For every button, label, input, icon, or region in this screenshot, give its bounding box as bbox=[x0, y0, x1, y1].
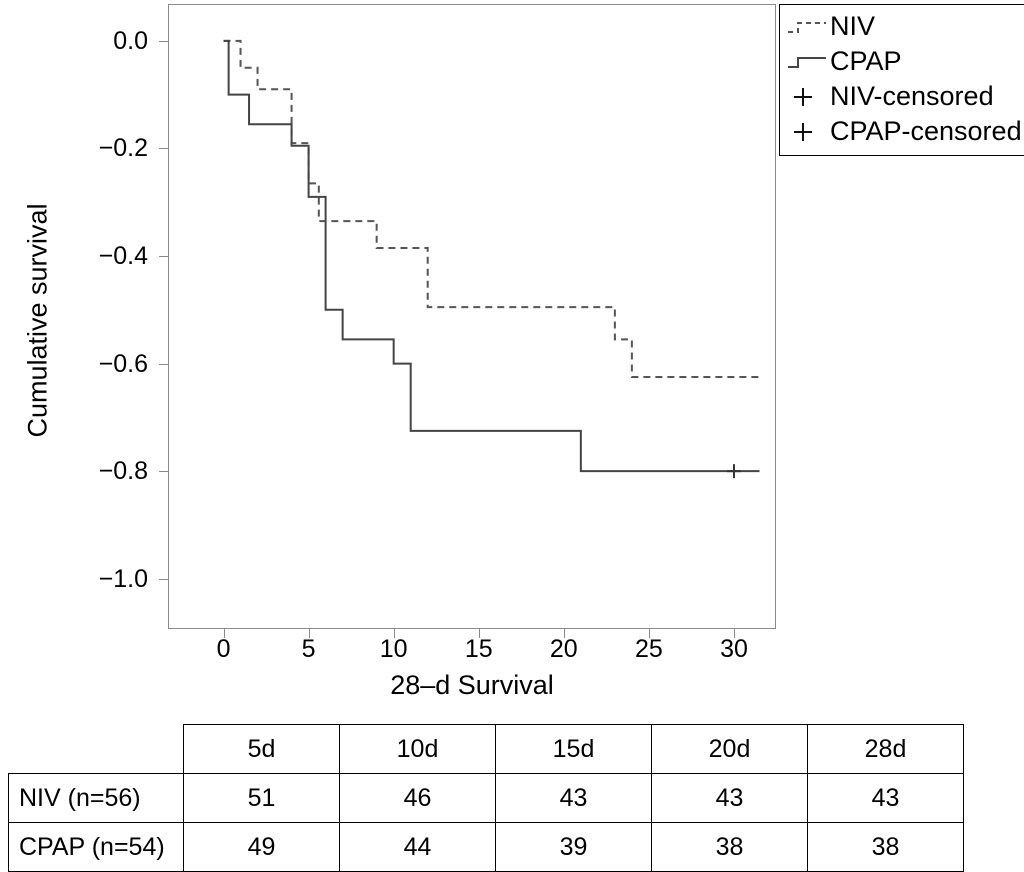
legend-label: NIV-censored bbox=[830, 81, 994, 111]
table-column-header: 10d bbox=[340, 725, 496, 774]
x-tick-label: 0 bbox=[216, 635, 231, 663]
table-row-label: CPAP (n=54) bbox=[9, 823, 184, 872]
table-column-header: 5d bbox=[184, 725, 340, 774]
x-tick-label: 30 bbox=[720, 635, 748, 663]
series-line-cpap bbox=[224, 41, 760, 471]
x-tick-mark bbox=[649, 629, 650, 638]
y-tick-label: −1.0 bbox=[98, 564, 148, 593]
table-column-header: 15d bbox=[496, 725, 652, 774]
x-tick-mark bbox=[309, 629, 310, 638]
x-tick-label: 20 bbox=[549, 635, 578, 663]
x-tick-label: 15 bbox=[464, 635, 493, 663]
y-tick-label: −0.6 bbox=[98, 349, 148, 378]
y-tick-mark bbox=[159, 256, 168, 257]
x-tick-label: 10 bbox=[379, 635, 408, 663]
table-cell: 39 bbox=[496, 823, 652, 872]
x-tick-label: 5 bbox=[301, 635, 316, 663]
y-tick-mark bbox=[159, 471, 168, 472]
y-tick-label: 0.0 bbox=[113, 26, 148, 55]
y-axis-label: Cumulative survival bbox=[22, 203, 53, 438]
table-cell: 51 bbox=[184, 774, 340, 823]
table-column-header: 28d bbox=[808, 725, 964, 774]
numbers-at-risk-table bbox=[8, 724, 964, 872]
table-cell: 38 bbox=[652, 823, 808, 872]
table-cell: 43 bbox=[808, 774, 964, 823]
y-tick-label: −0.4 bbox=[98, 242, 148, 271]
table-cell: 43 bbox=[652, 774, 808, 823]
legend-item bbox=[786, 79, 1022, 114]
legend-label: CPAP bbox=[830, 46, 902, 76]
x-tick-mark bbox=[224, 629, 225, 638]
x-tick-mark bbox=[734, 629, 735, 638]
table-row bbox=[9, 774, 964, 823]
y-tick-mark bbox=[159, 148, 168, 149]
x-tick-mark bbox=[564, 629, 565, 638]
plus-marker-key bbox=[786, 84, 828, 110]
table-column-header: 20d bbox=[652, 725, 808, 774]
legend-label: NIV bbox=[830, 11, 876, 41]
table-cell: 44 bbox=[340, 823, 496, 872]
series-line-niv bbox=[224, 41, 760, 377]
x-tick-mark bbox=[479, 629, 480, 638]
table-row bbox=[9, 823, 964, 872]
plus-marker-key bbox=[786, 119, 828, 145]
y-tick-label: −0.2 bbox=[98, 134, 148, 163]
table-row-label: NIV (n=56) bbox=[9, 774, 184, 823]
table-corner-cell bbox=[9, 725, 184, 774]
y-tick-mark bbox=[159, 41, 168, 42]
y-tick-label: −0.8 bbox=[98, 457, 148, 486]
legend-item bbox=[786, 44, 1022, 79]
y-tick-mark bbox=[159, 364, 168, 365]
legend-label: CPAP-censored bbox=[830, 116, 1022, 146]
x-tick-mark bbox=[394, 629, 395, 638]
solid-step-key bbox=[786, 49, 828, 75]
table-cell: 49 bbox=[184, 823, 340, 872]
x-tick-label: 25 bbox=[634, 635, 663, 663]
kaplan-meier-plot bbox=[168, 4, 776, 629]
y-tick-mark bbox=[159, 579, 168, 580]
table-header-row bbox=[9, 725, 964, 774]
censored-marker bbox=[727, 464, 741, 478]
table-cell: 46 bbox=[340, 774, 496, 823]
chart-legend bbox=[779, 4, 1024, 156]
table-cell: 43 bbox=[496, 774, 652, 823]
legend-item bbox=[786, 9, 1022, 44]
x-axis-label: 28–d Survival bbox=[390, 670, 554, 700]
table-cell: 38 bbox=[808, 823, 964, 872]
legend-item bbox=[786, 114, 1022, 149]
dashed-line-key bbox=[786, 14, 828, 40]
